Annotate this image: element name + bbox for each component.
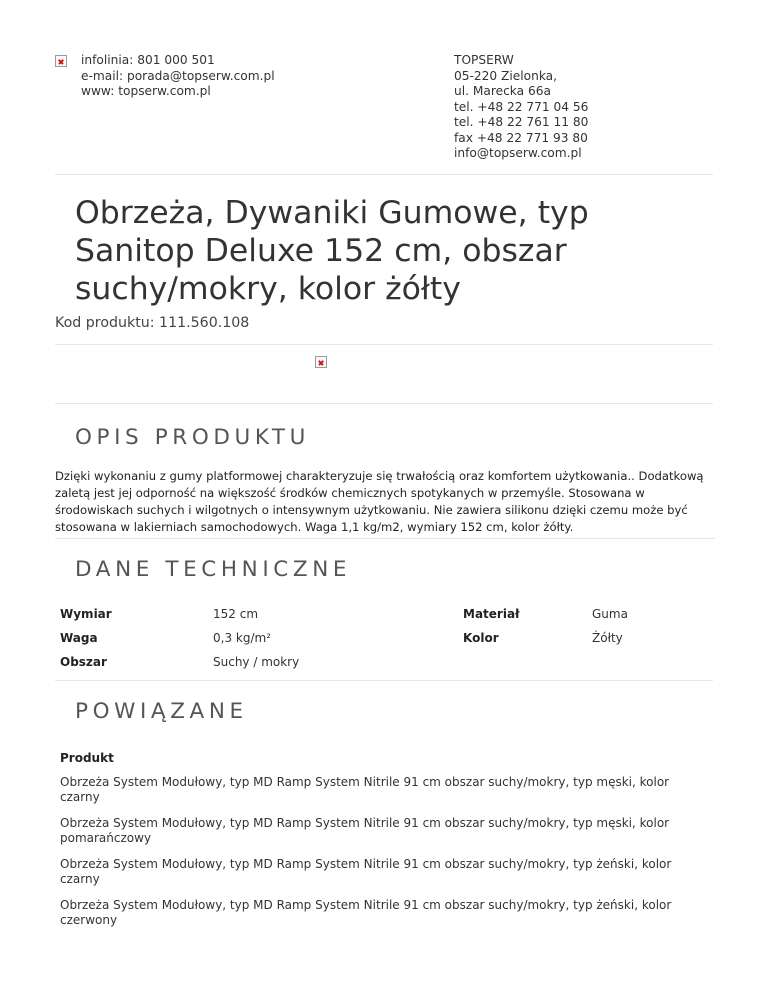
spec-label: Materiał [463, 607, 520, 621]
company-address [454, 53, 588, 162]
product-image-area [55, 345, 713, 404]
spec-label: Wymiar [60, 607, 112, 621]
product-sheet [55, 0, 713, 928]
contact-info [81, 53, 275, 100]
fax: fax +48 22 771 93 80 [454, 130, 588, 145]
product-code: Kod produktu: 111.560.108 [55, 315, 250, 331]
product-code-row [55, 314, 713, 345]
broken-image-icon [55, 55, 67, 67]
phone-2: tel. +48 22 761 11 80 [454, 115, 589, 129]
technical-table [55, 605, 713, 681]
related-column-header: Produkt [60, 751, 114, 765]
related-product-link[interactable]: Obrzeża System Modułowy, typ MD Ramp System Nitrile 91 cm obszar suchy/mokry, typ żeński, kolor czerwony [60, 898, 672, 927]
spec-label: Obszar [60, 655, 107, 669]
spec-value: 0,3 kg/m² [213, 631, 272, 645]
spec-label: Kolor [463, 631, 499, 645]
hotline: infolinia: 801 000 501 [81, 53, 215, 67]
description-heading: OPIS PRODUKTU [75, 425, 310, 450]
company-email-link[interactable]: info@topserw.com.pl [454, 146, 582, 160]
related-heading: POWIĄZANE [75, 699, 248, 724]
spec-value: Żółty [592, 631, 623, 645]
description-text: Dzięki wykonaniu z gumy platformowej charakteryzuje się trwałością oraz komfortem użytkowania.. Dodatkową zaletą jest jej odporność na większość środków chemicznych spotykanych w przemyśle. Stosowana w środowiskach suchych i wilgotnych o intensywnym użytkowaniu. Nie zawiera silikonu dzięki czemu może być stosowana w lakierniach samochodowych. Waga 1,1 kg/m2, wymiary 152 cm, kolor żółty. [55, 468, 715, 539]
related-product-link[interactable]: Obrzeża System Modułowy, typ MD Ramp System Nitrile 91 cm obszar suchy/mokry, typ męski, kolor pomarańczowy [60, 816, 670, 845]
header [55, 0, 713, 175]
table-row [55, 629, 713, 653]
spec-value: Guma [592, 607, 628, 621]
related-list [60, 750, 710, 928]
spec-value: 152 cm [213, 607, 259, 621]
product-title: Obrzeża, Dywaniki Gumowe, typ Sanitop Deluxe 152 cm, obszar suchy/mokry, kolor żółty [75, 195, 589, 307]
table-row [55, 605, 713, 629]
related-product-link[interactable]: Obrzeża System Modułowy, typ MD Ramp System Nitrile 91 cm obszar suchy/mokry, typ żeński, kolor czarny [60, 857, 672, 886]
website-link[interactable]: www: topserw.com.pl [81, 84, 211, 98]
spec-value: Suchy / mokry [213, 655, 300, 669]
email-link[interactable]: e-mail: porada@topserw.com.pl [81, 68, 275, 83]
address-street: ul. Marecka 66a [454, 84, 551, 98]
phone-1: tel. +48 22 771 04 56 [454, 99, 589, 114]
broken-image-icon [315, 356, 327, 368]
spec-label: Waga [60, 631, 98, 645]
table-row [55, 653, 713, 677]
address-city: 05-220 Zielonka, [454, 68, 558, 83]
technical-heading: DANE TECHNICZNE [75, 557, 352, 582]
company-name: TOPSERW [454, 53, 514, 67]
related-product-link[interactable]: Obrzeża System Modułowy, typ MD Ramp System Nitrile 91 cm obszar suchy/mokry, typ męski, kolor czarny [60, 775, 670, 804]
